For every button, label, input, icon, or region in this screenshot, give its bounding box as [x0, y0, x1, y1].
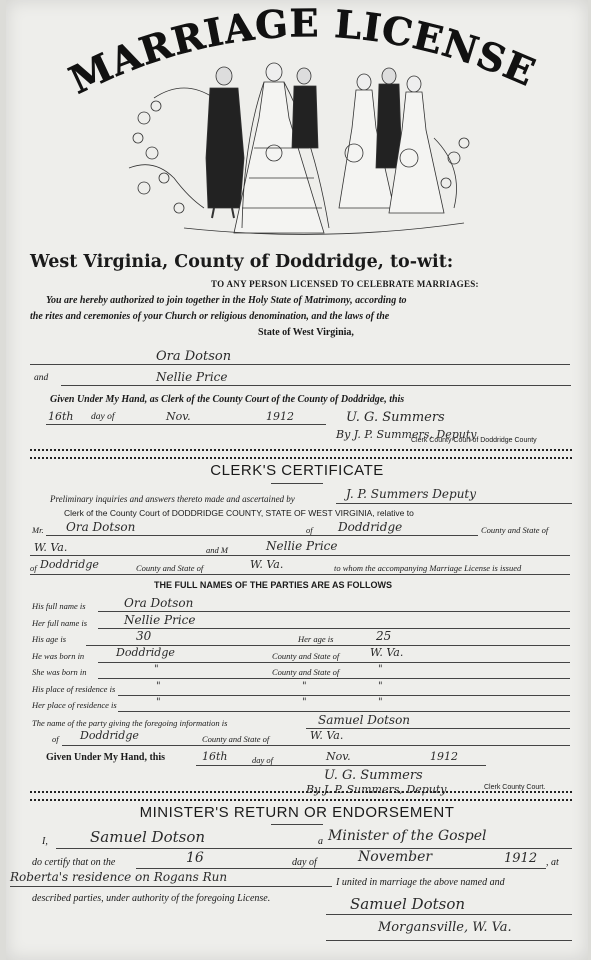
- groom-line: [30, 364, 570, 365]
- county-heading: West Virginia, County of Doddridge, to-wit:: [30, 252, 454, 272]
- party-name: Samuel Dotson: [318, 713, 411, 727]
- party-state: W. Va.: [310, 729, 344, 742]
- accompanying-text: to whom the accompanying Marriage License is issued: [334, 563, 522, 573]
- his-res-3: ": [378, 681, 383, 692]
- place-line: [10, 886, 332, 887]
- his-res-2: ": [302, 681, 307, 692]
- a-label: a: [318, 836, 323, 847]
- divider-1: [30, 449, 572, 459]
- his-age: 30: [136, 629, 152, 643]
- his-res-line: [118, 695, 570, 696]
- his-res-label: His place of residence is: [32, 684, 116, 694]
- i-label: I,: [42, 836, 48, 847]
- groom-name: Ora Dotson: [156, 349, 232, 364]
- his-full-line: [98, 611, 570, 612]
- minister-year: 1912: [504, 851, 538, 866]
- minister-day-of: day of: [292, 857, 317, 868]
- of-label-2: of: [30, 563, 37, 573]
- miss-state: W. Va.: [250, 558, 284, 571]
- marriage-place: Roberta's residence on Rogans Run: [10, 870, 228, 884]
- mr-name: Ora Dotson: [66, 520, 136, 534]
- clerk-certificate-title: CLERK'S CERTIFICATE: [210, 462, 384, 479]
- clerk-day: 16th: [202, 750, 228, 763]
- miss-county: Doddridge: [40, 558, 99, 571]
- miss-line: [30, 555, 570, 556]
- she-born-label: She was born in: [32, 667, 87, 677]
- minister-month: November: [358, 849, 433, 865]
- minister-signature-place: Morgansville, W. Va.: [378, 920, 512, 935]
- miss-county-line: [30, 574, 570, 575]
- he-born: Doddridge: [116, 646, 175, 659]
- miss-name: Nellie Price: [266, 539, 338, 553]
- of-label-3: of: [52, 734, 59, 744]
- and-m-label: and M: [206, 545, 228, 555]
- authorize-line-2: the rites and ceremonies of your Church or religious denomination, and the laws of the: [30, 311, 390, 322]
- clerk-signature-2: By J. P. Summers, Deputy: [306, 783, 447, 796]
- license-year: 1912: [266, 410, 294, 423]
- of-label: of: [306, 525, 313, 535]
- he-born-line: [98, 662, 570, 663]
- clerk-year: 1912: [430, 750, 458, 763]
- party-label: The name of the party giving the foregoing information is: [32, 718, 228, 728]
- she-born-state: ": [378, 664, 383, 675]
- full-names-heading: THE FULL NAMES OF THE PARTIES ARE AS FOLLOWS: [154, 580, 392, 590]
- mr-line: [46, 535, 478, 536]
- license-date-line: [46, 424, 326, 425]
- his-age-label: His age is: [32, 634, 66, 644]
- her-age-label: Her age is: [298, 634, 334, 644]
- to-any-person-line: TO ANY PERSON LICENSED TO CELEBRATE MARRIAGES:: [211, 279, 479, 289]
- license-clerk-caption: Clerk County Court of Doddridge County: [411, 437, 537, 444]
- document-title: MARRIAGE LICENSE: [62, 0, 543, 103]
- certify-label: do certify that on the: [32, 857, 116, 868]
- title-underline: [271, 483, 323, 484]
- marriage-license-document: [6, 0, 588, 960]
- her-age: 25: [376, 629, 392, 643]
- described-text: described parties, under authority of the foregoing License.: [32, 893, 271, 904]
- signature-line: [326, 914, 572, 915]
- and-label: and: [34, 373, 49, 383]
- his-res: ": [156, 681, 161, 692]
- her-res: ": [156, 697, 161, 708]
- license-given-under: Given Under My Hand, as Clerk of the County Court of the County of Doddridge, this: [50, 394, 405, 405]
- clerk-date-line: [196, 765, 486, 766]
- bride-line: [61, 385, 571, 386]
- bride-name: Nellie Price: [156, 370, 228, 384]
- party-county: Doddridge: [80, 729, 139, 742]
- her-full-name: Nellie Price: [124, 613, 196, 627]
- he-born-label: He was born in: [32, 651, 85, 661]
- authorize-line-3: State of West Virginia,: [258, 327, 354, 338]
- ascertained-by: J. P. Summers Deputy: [346, 487, 477, 501]
- minister-date-line: [136, 868, 546, 869]
- license-day-of: day of: [91, 412, 115, 422]
- at-label: , at: [546, 857, 559, 868]
- county-state-label-3: County and State of: [202, 734, 270, 744]
- party-county-line: [62, 745, 570, 746]
- minister-signature: Samuel Dotson: [350, 895, 466, 913]
- his-full-name: Ora Dotson: [124, 596, 194, 610]
- party-line: [306, 728, 570, 729]
- county-state-label-2: County and State of: [136, 563, 204, 573]
- license-signature-1: U. G. Summers: [346, 410, 445, 425]
- clerk-signature-1: U. G. Summers: [324, 768, 423, 783]
- divider-2: [30, 791, 572, 801]
- her-res-2: ": [302, 697, 307, 708]
- prelim-label: Preliminary inquiries and answers thereto made and ascertained by: [50, 494, 295, 504]
- her-full-label: Her full name is: [32, 618, 88, 628]
- ascertained-line: [336, 503, 572, 504]
- cs-label-b: County and State of: [272, 667, 340, 677]
- minister-underline: [271, 824, 323, 825]
- cs-label-a: County and State of: [272, 651, 340, 661]
- signature-place-line: [326, 940, 572, 941]
- license-month: Nov.: [166, 410, 191, 423]
- mr-county: Doddridge: [338, 520, 403, 534]
- clerk-caption: Clerk County Court.: [484, 784, 546, 791]
- her-res-line: [118, 711, 570, 712]
- her-res-3: ": [378, 697, 383, 708]
- she-born: ": [154, 664, 159, 675]
- his-full-label: His full name is: [32, 601, 86, 611]
- authorize-line-1: You are hereby authorized to join together in the Holy State of Matrimony, according to: [46, 295, 407, 306]
- she-born-line: [98, 678, 570, 679]
- county-state-label: County and State of: [481, 525, 549, 535]
- he-born-state: W. Va.: [370, 646, 404, 659]
- minister-name: Samuel Dotson: [90, 828, 206, 846]
- wedding-illustration: [124, 58, 484, 248]
- license-signature-2: By J. P. Summers, Deputy: [336, 428, 477, 441]
- minister-day: 16: [186, 850, 204, 866]
- mr-state: W. Va.: [34, 541, 68, 554]
- minister-line: [56, 848, 572, 849]
- clerk-day-of: day of: [252, 755, 274, 765]
- license-day: 16th: [48, 410, 74, 423]
- minister-title: MINISTER'S RETURN OR ENDORSEMENT: [139, 804, 455, 821]
- united-text: I united in marriage the above named and: [336, 877, 505, 888]
- clerk-month: Nov.: [326, 750, 351, 763]
- clerk-given-under: Given Under My Hand, this: [46, 752, 165, 763]
- her-full-line: [98, 628, 570, 629]
- clerk-of-county: Clerk of the County Court of DODDRIDGE COUNTY, STATE OF WEST VIRGINIA, relative to: [64, 508, 414, 518]
- minister-title-text: Minister of the Gospel: [328, 828, 487, 844]
- mr-label: Mr.: [32, 525, 44, 535]
- her-res-label: Her place of residence is: [32, 700, 117, 710]
